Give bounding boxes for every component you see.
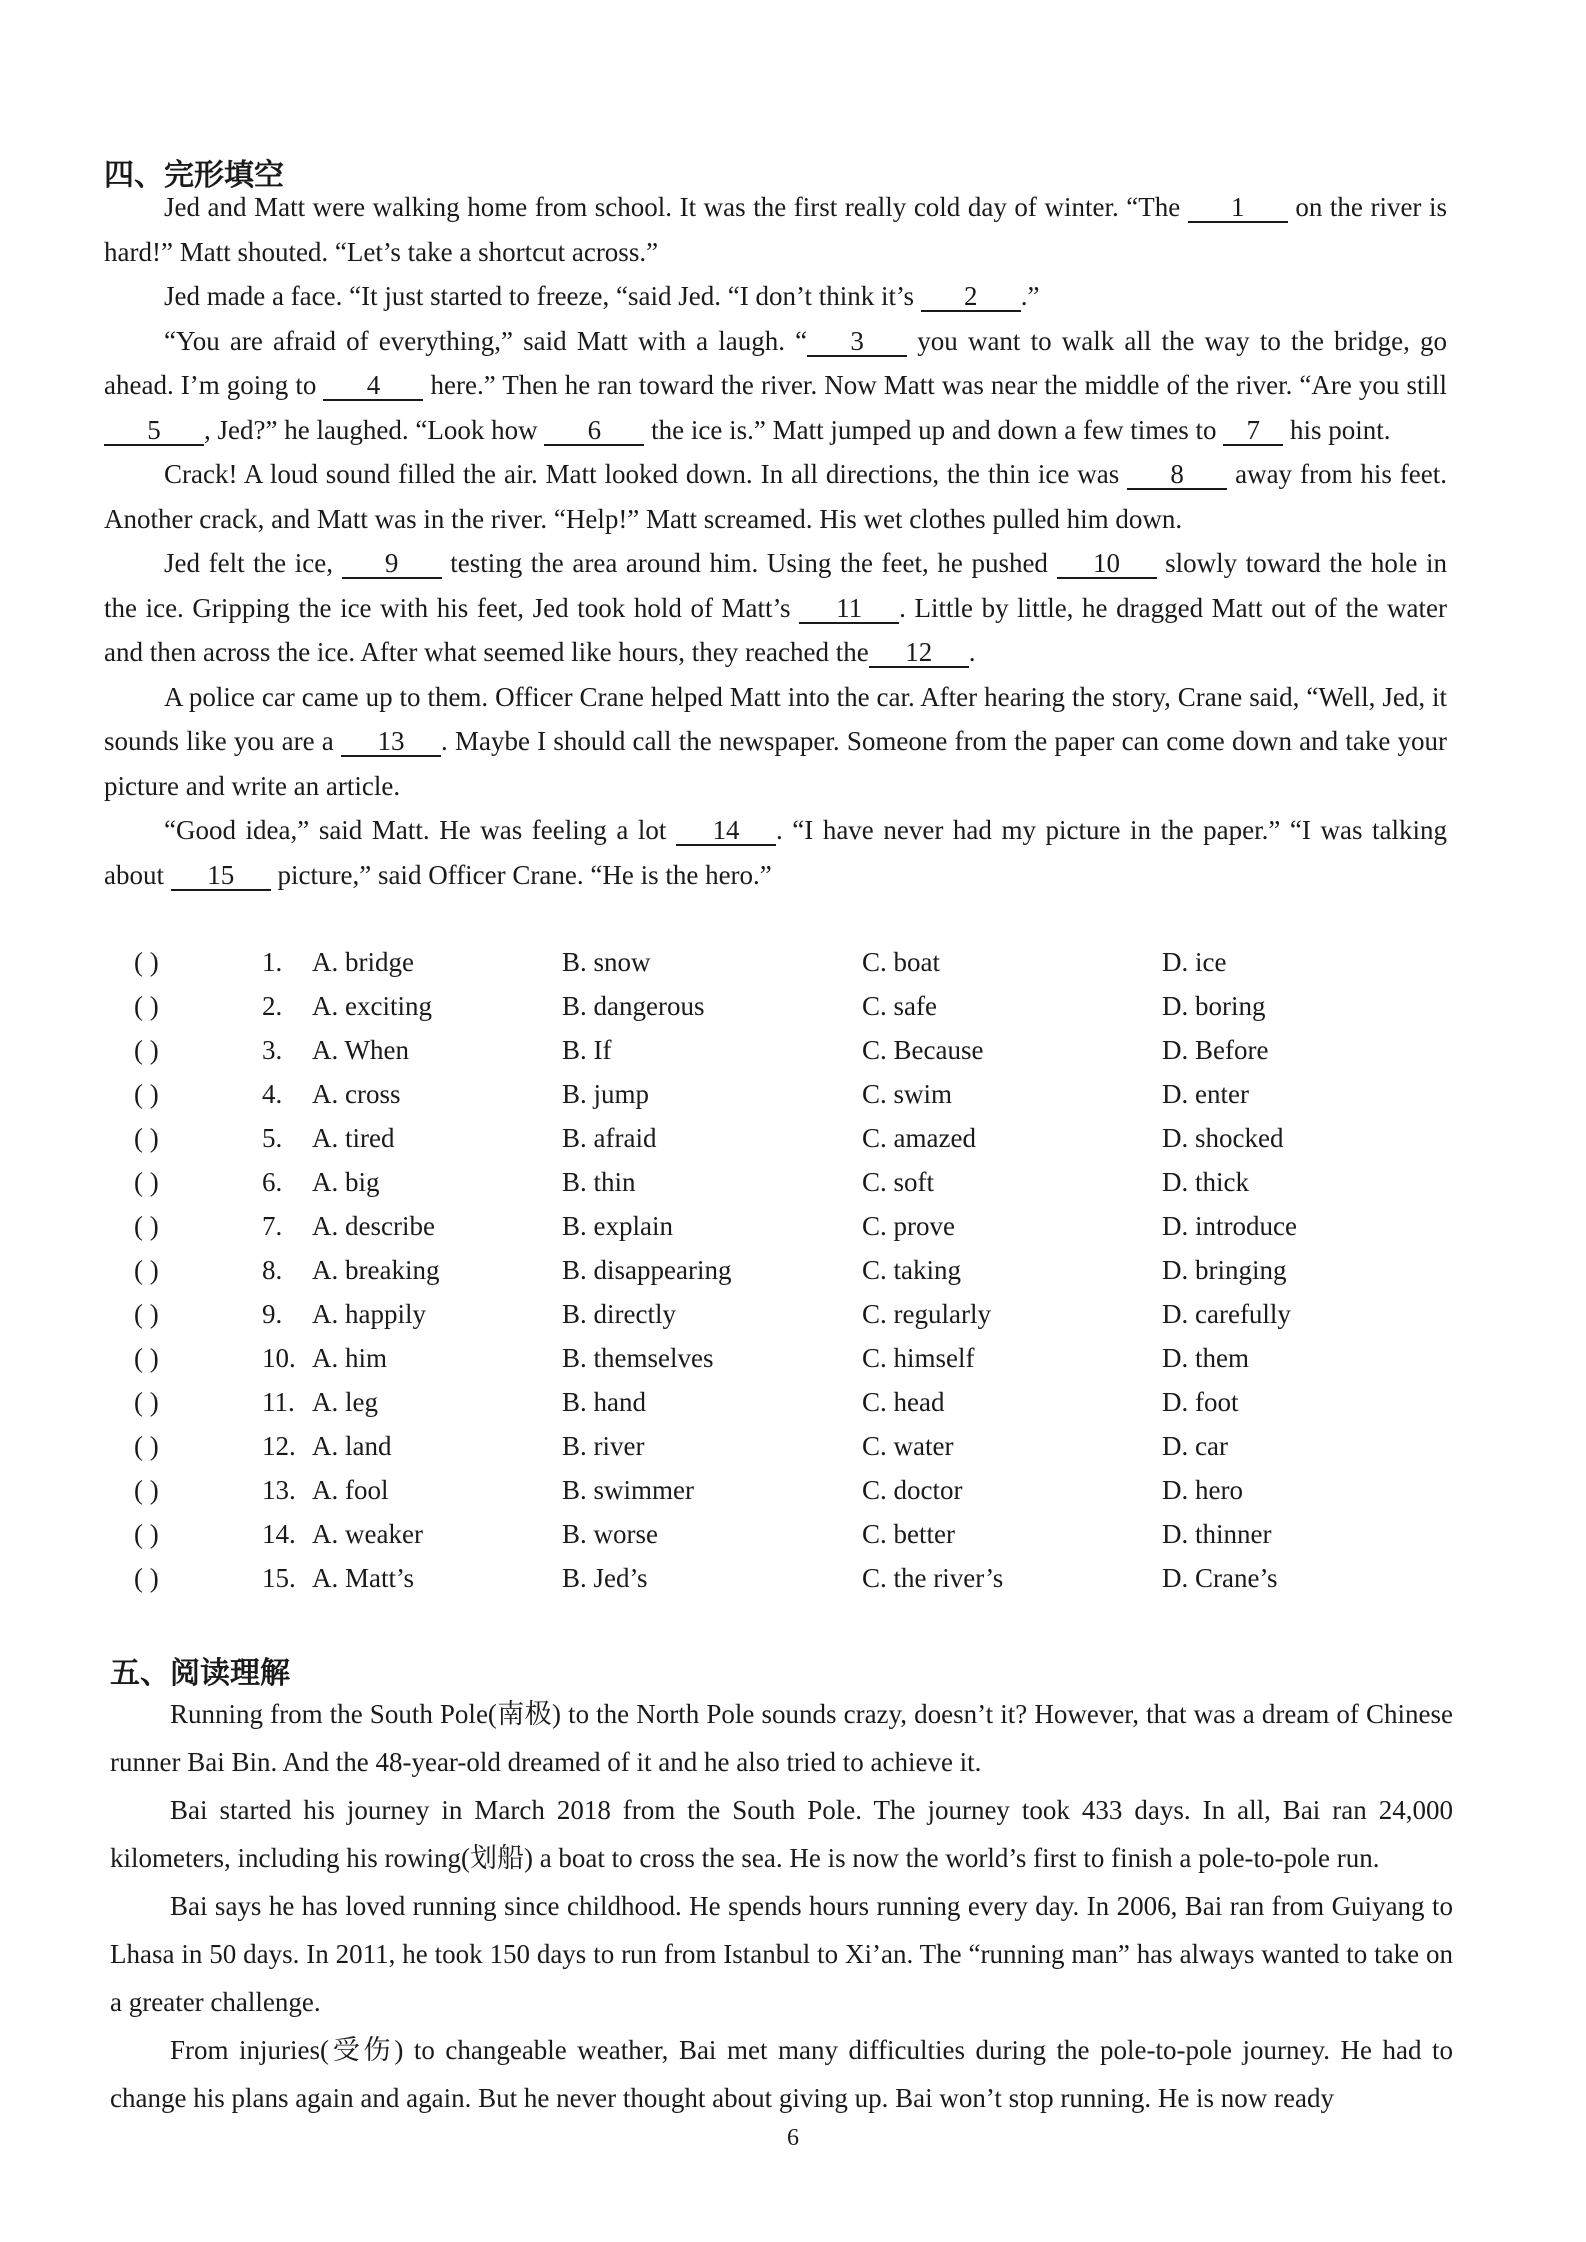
option-a: A. weaker xyxy=(312,1519,423,1549)
blank-11: 11 xyxy=(799,594,899,624)
answer-bracket[interactable]: ( ) xyxy=(134,1519,159,1549)
blank-2: 2 xyxy=(921,282,1021,312)
option-a: A. land xyxy=(312,1431,392,1461)
answer-bracket[interactable]: ( ) xyxy=(134,1431,159,1461)
option-a: A. leg xyxy=(312,1387,378,1417)
option-b: B. dangerous xyxy=(562,991,705,1021)
option-c: C. prove xyxy=(862,1211,955,1241)
option-b: B. swimmer xyxy=(562,1475,694,1505)
question-row xyxy=(0,1380,1586,1424)
option-a: A. tired xyxy=(312,1123,395,1153)
passage-text: “You are afraid of everything,” said Matt with a laugh. “ xyxy=(164,325,808,356)
option-d: D. hero xyxy=(1162,1475,1243,1505)
option-b: B. If xyxy=(562,1035,612,1065)
option-d: D. Before xyxy=(1162,1035,1269,1065)
question-number: 9. xyxy=(262,1299,283,1329)
question-row xyxy=(0,1248,1586,1292)
option-b: B. hand xyxy=(562,1387,646,1417)
page-number: 6 xyxy=(787,2125,799,2151)
answer-bracket[interactable]: ( ) xyxy=(134,1475,159,1505)
passage-text: . Maybe I should call the newspaper. Someone from the paper can come down and take your picture and write an article. xyxy=(104,726,1448,801)
option-d: D. them xyxy=(1162,1343,1249,1373)
answer-bracket[interactable]: ( ) xyxy=(134,1079,159,1109)
passage-text: picture,” said Officer Crane. “He is the hero.” xyxy=(277,859,772,890)
question-number: 14. xyxy=(262,1519,296,1549)
question-row xyxy=(0,1292,1586,1336)
option-b: B. Jed’s xyxy=(562,1563,648,1593)
answer-bracket[interactable]: ( ) xyxy=(134,1123,159,1153)
passage-text: .” xyxy=(1020,281,1040,311)
option-d: D. thick xyxy=(1162,1167,1249,1197)
question-row xyxy=(0,1028,1586,1072)
passage-text: his point. xyxy=(1290,414,1391,445)
passage-text: Jed and Matt were walking home from school. It was the first really cold day of winter. “The xyxy=(164,192,1181,222)
passage-text: Jed felt the ice, xyxy=(164,548,333,578)
option-d: D. car xyxy=(1162,1431,1228,1461)
option-b: B. worse xyxy=(562,1519,658,1549)
option-d: D. ice xyxy=(1162,947,1227,977)
option-a: A. fool xyxy=(312,1475,389,1505)
option-b: B. disappearing xyxy=(562,1255,732,1285)
option-a: A. breaking xyxy=(312,1255,440,1285)
passage-text: From injuries(受伤) to changeable weather, Bai met many difficulties during the pole-to-pole journey. He had to change his plans again and again. But he never thought about giving up. Bai won’t stop running. He is now ready xyxy=(110,2035,1453,2113)
option-c: C. amazed xyxy=(862,1123,976,1153)
question-row xyxy=(0,1556,1586,1600)
question-number: 4. xyxy=(262,1079,283,1109)
option-d: D. thinner xyxy=(1162,1519,1272,1549)
question-row xyxy=(0,1512,1586,1556)
passage-text: Jed made a face. “It just started to freeze, “said Jed. “I don’t think it’s xyxy=(164,281,914,311)
blank-3: 3 xyxy=(807,327,907,357)
passage-text: A police car came up to them. Officer Crane helped Matt into the car. After hearing the story, Crane said, “Well, Jed, it sounds like you are a xyxy=(104,681,1447,756)
option-c: C. doctor xyxy=(862,1475,963,1505)
answer-bracket[interactable]: ( ) xyxy=(134,1387,159,1417)
option-a: A. Matt’s xyxy=(312,1563,415,1593)
question-row xyxy=(0,1204,1586,1248)
passage-text: testing the area around him. Using the feet, he pushed xyxy=(450,548,1048,578)
option-c: C. better xyxy=(862,1519,955,1549)
blank-6: 6 xyxy=(544,416,644,446)
option-d: D. carefully xyxy=(1162,1299,1291,1329)
passage-text: Crack! A loud sound filled the air. Matt looked down. In all directions, the thin ice was xyxy=(164,459,1120,489)
option-c: C. the river’s xyxy=(862,1563,1004,1593)
answer-bracket[interactable]: ( ) xyxy=(134,1255,159,1285)
option-b: B. themselves xyxy=(562,1343,714,1373)
passage-text: . “I have never had my picture in the paper.” “I was talking about xyxy=(104,815,1448,890)
passage-text: . Little by little, he dragged Matt out of the water and then across the ice. After what seemed like hours, they reached the xyxy=(104,592,1447,667)
passage-text: “Good idea,” said Matt. He was feeling a lot xyxy=(164,815,667,845)
option-b: B. thin xyxy=(562,1167,636,1197)
option-a: A. When xyxy=(312,1035,409,1065)
answer-bracket[interactable]: ( ) xyxy=(134,1563,159,1593)
section-4-heading: 四、完形填空 xyxy=(104,158,284,193)
option-a: A. him xyxy=(312,1343,388,1373)
option-b: B. river xyxy=(562,1431,645,1461)
passage-text: away from his feet. Another crack, and Matt was in the river. “Help!” Matt screamed. His wet clothes pulled him down. xyxy=(104,459,1448,534)
reading-passage xyxy=(110,1690,1453,2122)
option-d: D. foot xyxy=(1162,1387,1239,1417)
question-number: 7. xyxy=(262,1211,283,1241)
question-number: 10. xyxy=(262,1343,296,1373)
question-number: 3. xyxy=(262,1035,283,1065)
passage-text: on the river is hard!” Matt shouted. “Let’s take a shortcut across.” xyxy=(104,192,1447,267)
option-d: D. enter xyxy=(1162,1079,1249,1109)
answer-bracket[interactable]: ( ) xyxy=(134,1035,159,1065)
option-d: D. shocked xyxy=(1162,1123,1284,1153)
question-row xyxy=(0,1424,1586,1468)
option-b: B. explain xyxy=(562,1211,673,1241)
answer-bracket[interactable]: ( ) xyxy=(134,1343,159,1373)
option-b: B. afraid xyxy=(562,1123,657,1153)
option-b: B. directly xyxy=(562,1299,676,1329)
option-c: C. water xyxy=(862,1431,954,1461)
passage-text: Bai says he has loved running since childhood. He spends hours running every day. In 2006, Bai ran from Guiyang to Lhasa in 50 days. In 2011, he took 150 days to run from Istanbul to Xi’an. The “running man” has always wanted to take on a greater challenge. xyxy=(110,1891,1453,2017)
question-number: 1. xyxy=(262,947,283,977)
question-number: 6. xyxy=(262,1167,283,1197)
question-number: 13. xyxy=(262,1475,296,1505)
answer-bracket[interactable]: ( ) xyxy=(134,1299,159,1329)
option-b: B. jump xyxy=(562,1079,650,1109)
passage-text: the ice is.” Matt jumped up and down a few times to xyxy=(651,414,1217,445)
option-c: C. Because xyxy=(862,1035,984,1065)
passage-text: Running from the South Pole(南极) to the North Pole sounds crazy, doesn’t it? However, that was a dream of Chinese runner Bai Bin. And the 48-year-old dreamed of it and he also tried to achieve it. xyxy=(110,1699,1453,1777)
option-d: D. bringing xyxy=(1162,1255,1287,1285)
option-c: C. taking xyxy=(862,1255,961,1285)
question-number: 5. xyxy=(262,1123,283,1153)
question-number: 8. xyxy=(262,1255,283,1285)
blank-5: 5 xyxy=(104,416,204,446)
blank-4: 4 xyxy=(323,371,423,401)
option-c: C. safe xyxy=(862,991,937,1021)
option-a: A. describe xyxy=(312,1211,435,1241)
passage-text: , Jed?” he laughed. “Look how xyxy=(204,414,538,445)
answer-bracket[interactable]: ( ) xyxy=(134,947,159,977)
option-c: C. swim xyxy=(862,1079,953,1109)
question-row xyxy=(0,1072,1586,1116)
option-c: C. soft xyxy=(862,1167,935,1197)
passage-text: you want to walk all the way to the bridge, go ahead. I’m going to xyxy=(104,325,1447,400)
passage-text: Bai started his journey in March 2018 from the South Pole. The journey took 433 days. In all, Bai ran 24,000 kilometers, including his rowing(划船) a boat to cross the sea. He is now the world’s first to finish a pole-to-pole run. xyxy=(110,1795,1453,1873)
blank-7: 7 xyxy=(1223,416,1283,446)
question-row xyxy=(0,1336,1586,1380)
passage-text: slowly toward the hole in the ice. Gripping the ice with his feet, Jed took hold of Matt’s xyxy=(104,548,1448,623)
question-number: 2. xyxy=(262,991,283,1021)
option-a: A. bridge xyxy=(312,947,414,977)
blank-8: 8 xyxy=(1127,460,1227,490)
question-row xyxy=(0,984,1586,1028)
question-row xyxy=(0,1468,1586,1512)
option-d: D. introduce xyxy=(1162,1211,1297,1241)
blank-12: 12 xyxy=(869,638,969,668)
option-c: C. head xyxy=(862,1387,945,1417)
blank-13: 13 xyxy=(341,727,441,757)
option-b: B. snow xyxy=(562,947,651,977)
option-a: A. exciting xyxy=(312,991,432,1021)
question-row xyxy=(0,1116,1586,1160)
question-row xyxy=(0,1160,1586,1204)
blank-1: 1 xyxy=(1188,193,1288,223)
option-c: C. boat xyxy=(862,947,940,977)
passage-text: here.” Then he ran toward the river. Now Matt was near the middle of the river. “Are you still xyxy=(430,370,1447,400)
blank-9: 9 xyxy=(342,549,442,579)
passage-text: . xyxy=(968,637,976,667)
blank-10: 10 xyxy=(1057,549,1157,579)
option-a: A. happily xyxy=(312,1299,426,1329)
answer-bracket[interactable]: ( ) xyxy=(134,1211,159,1241)
option-c: C. himself xyxy=(862,1343,975,1373)
option-a: A. big xyxy=(312,1167,380,1197)
option-a: A. cross xyxy=(312,1079,401,1109)
section-5-heading: 五、阅读理解 xyxy=(110,1656,290,1691)
option-c: C. regularly xyxy=(862,1299,991,1329)
question-row xyxy=(0,940,1586,984)
question-number: 15. xyxy=(262,1563,296,1593)
option-d: D. boring xyxy=(1162,991,1266,1021)
blank-15: 15 xyxy=(171,861,271,891)
answer-bracket[interactable]: ( ) xyxy=(134,991,159,1021)
cloze-passage xyxy=(104,185,1447,897)
question-number: 12. xyxy=(262,1431,296,1461)
blank-14: 14 xyxy=(676,816,776,846)
answer-bracket[interactable]: ( ) xyxy=(134,1167,159,1197)
option-d: D. Crane’s xyxy=(1162,1563,1278,1593)
question-number: 11. xyxy=(262,1387,295,1417)
